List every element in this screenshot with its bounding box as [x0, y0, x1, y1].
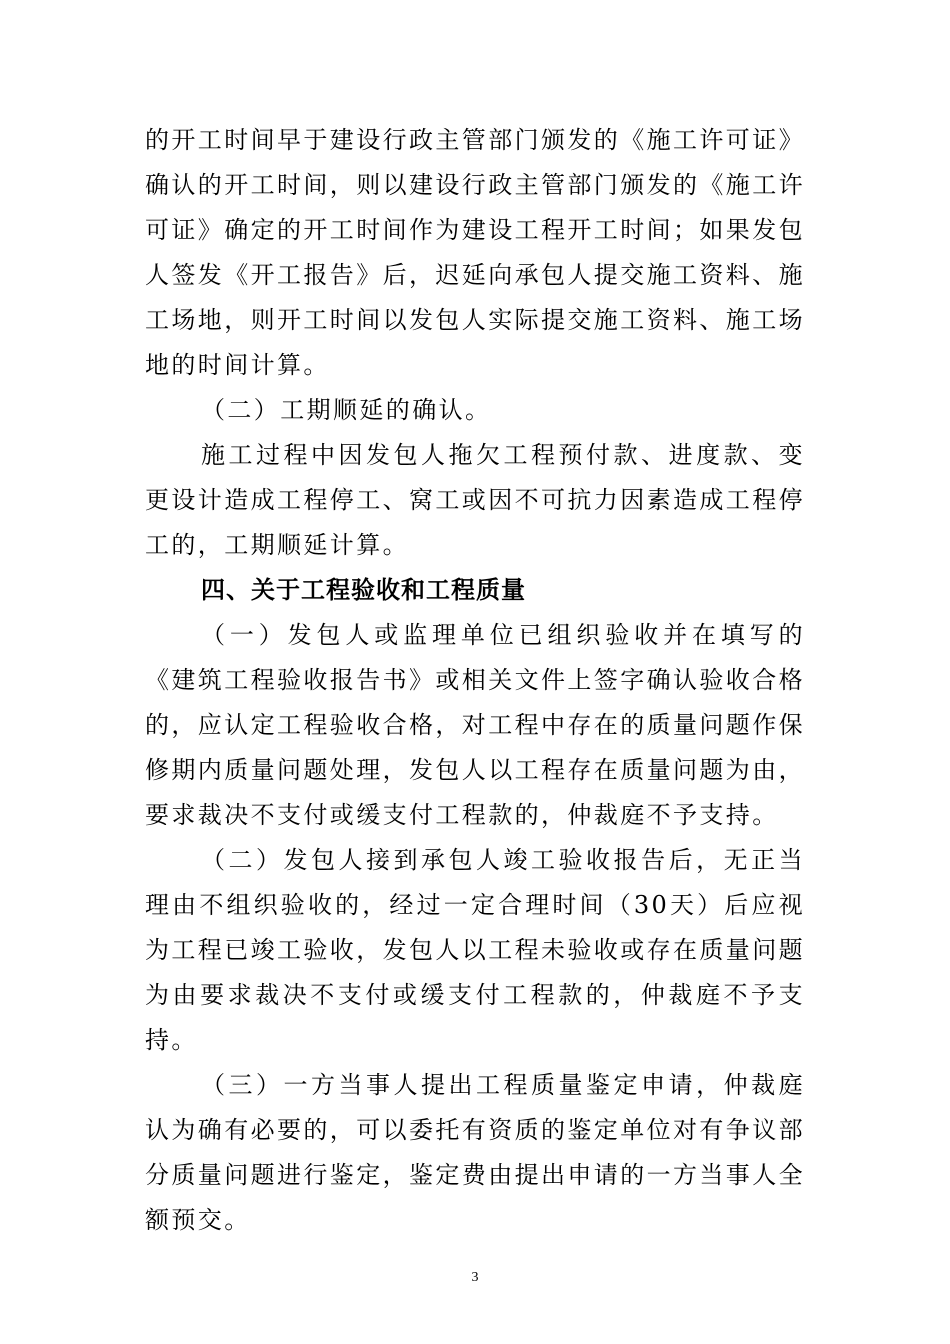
paragraph-extension-confirmation: （二）工期顺延的确认。 — [201, 396, 492, 424]
paragraph-start-date: 的开工时间早于建设行政主管部门颁发的《施工许可证》确认的开工时间，则以建设行政主管部门颁发的《施工许可证》确定的开工时间作为建设工程开工时间；如果发包人签发《开工报告》后，迟延向承包人提交施工资料、施工场地，则开工时间以发包人实际提交施工资料、施工场地的时间计算。 — [145, 126, 805, 379]
document-page — [145, 118, 805, 1243]
paragraph-acceptance-2: （二）发包人接到承包人竣工验收报告后，无正当理由不组织验收的，经过一定合理时间（30天）后应视为工程已竣工验收，发包人以工程未验收或存在质量问题为由要求裁决不支付或缓支付工程款的，仲裁庭不予支持。 — [145, 846, 805, 1054]
paragraph-extension-detail: 施工过程中因发包人拖欠工程预付款、进度款、变更设计造成工程停工、窝工或因不可抗力因素造成工程停工的，工期顺延计算。 — [145, 441, 805, 559]
paragraph-acceptance-1: （一）发包人或监理单位已组织验收并在填写的《建筑工程验收报告书》或相关文件上签字确认验收合格的，应认定工程验收合格，对工程中存在的质量问题作保修期内质量问题处理，发包人以工程存在质量问题为由，要求裁决不支付或缓支付工程款的，仲裁庭不予支持。 — [145, 621, 805, 829]
page-number: 3 — [471, 1270, 479, 1285]
section-heading-acceptance-quality: 四、关于工程验收和工程质量 — [201, 576, 526, 604]
paragraph-acceptance-3: （三）一方当事人提出工程质量鉴定申请，仲裁庭认为确有必要的，可以委托有资质的鉴定单位对有争议部分质量问题进行鉴定，鉴定费由提出申请的一方当事人全额预交。 — [145, 1071, 805, 1234]
